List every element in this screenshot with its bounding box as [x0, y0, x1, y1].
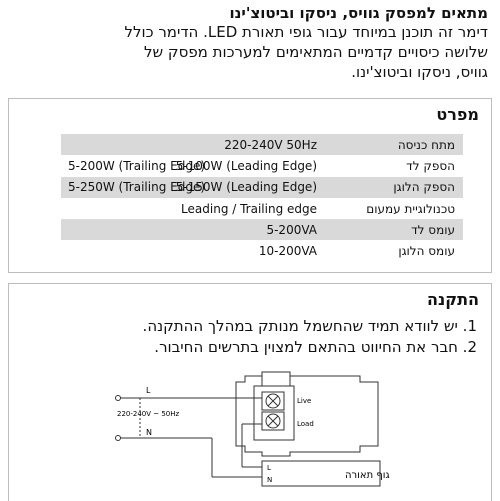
line-terminal	[116, 396, 121, 401]
intro-line: דימר זה תוכנן במיוחד עבור גופי תאורת LED. הדימר כולל	[124, 23, 488, 41]
lamp-l-label: L	[267, 464, 271, 472]
neutral-terminal	[116, 436, 121, 441]
spec-title: מפרט	[436, 105, 479, 124]
lamp-fixture	[262, 461, 390, 486]
spec-value: Leading / Trailing edge	[181, 201, 317, 216]
dimmer-module	[236, 372, 378, 456]
spec-label: עומס הלוגן	[398, 244, 455, 259]
neutral-label: N	[146, 428, 152, 437]
live-label: Live	[297, 397, 312, 405]
intro-line: שלושה כיסויים קדמיים המתאימים למערכות מפסק של	[144, 43, 488, 61]
install-step: 2. חבר את החיווט בהתאם למצוין בתרשים החיבור.	[154, 338, 477, 356]
spec-label: מתח כניסה	[397, 137, 455, 152]
spec-value-alt: 5-200W (Trailing Edge)	[68, 158, 206, 173]
supply-label: 220-240V ~ 50Hz	[117, 410, 180, 418]
spec-value: 5-200VA	[266, 222, 317, 237]
spec-value: 220-240V 50Hz	[224, 137, 317, 152]
spec-value: 5-100W (Leading Edge)	[175, 158, 317, 173]
spec-label: הספק לד	[406, 158, 455, 173]
spec-value: 5-150W (Leading Edge)	[175, 180, 317, 195]
lamp-n-label: N	[267, 476, 273, 484]
install-title: התקנה	[427, 290, 479, 309]
spec-label: עומס לד	[411, 222, 455, 237]
lamp-label: גוף תאורה	[345, 470, 390, 481]
page-title: מתאים למפסק גוויס, ניסקו וביטוצ'ינו	[229, 4, 488, 22]
spec-label: הספק הלוגן	[393, 180, 455, 195]
spec-value: 10-200VA	[258, 244, 317, 259]
spec-label: טכנולוגיית עמעום	[366, 201, 455, 216]
install-step: 1. יש לוודא תמיד שהחשמל מנותק במהלך ההתקנה.	[142, 317, 477, 335]
spec-value-alt: 5-250W (Trailing Edge)	[68, 180, 206, 195]
terminal-block	[262, 392, 284, 430]
intro-line: גוויס, ניסקו וביטוצ'ינו.	[351, 63, 488, 81]
load-label: Load	[297, 420, 314, 428]
line-label: L	[146, 386, 151, 395]
